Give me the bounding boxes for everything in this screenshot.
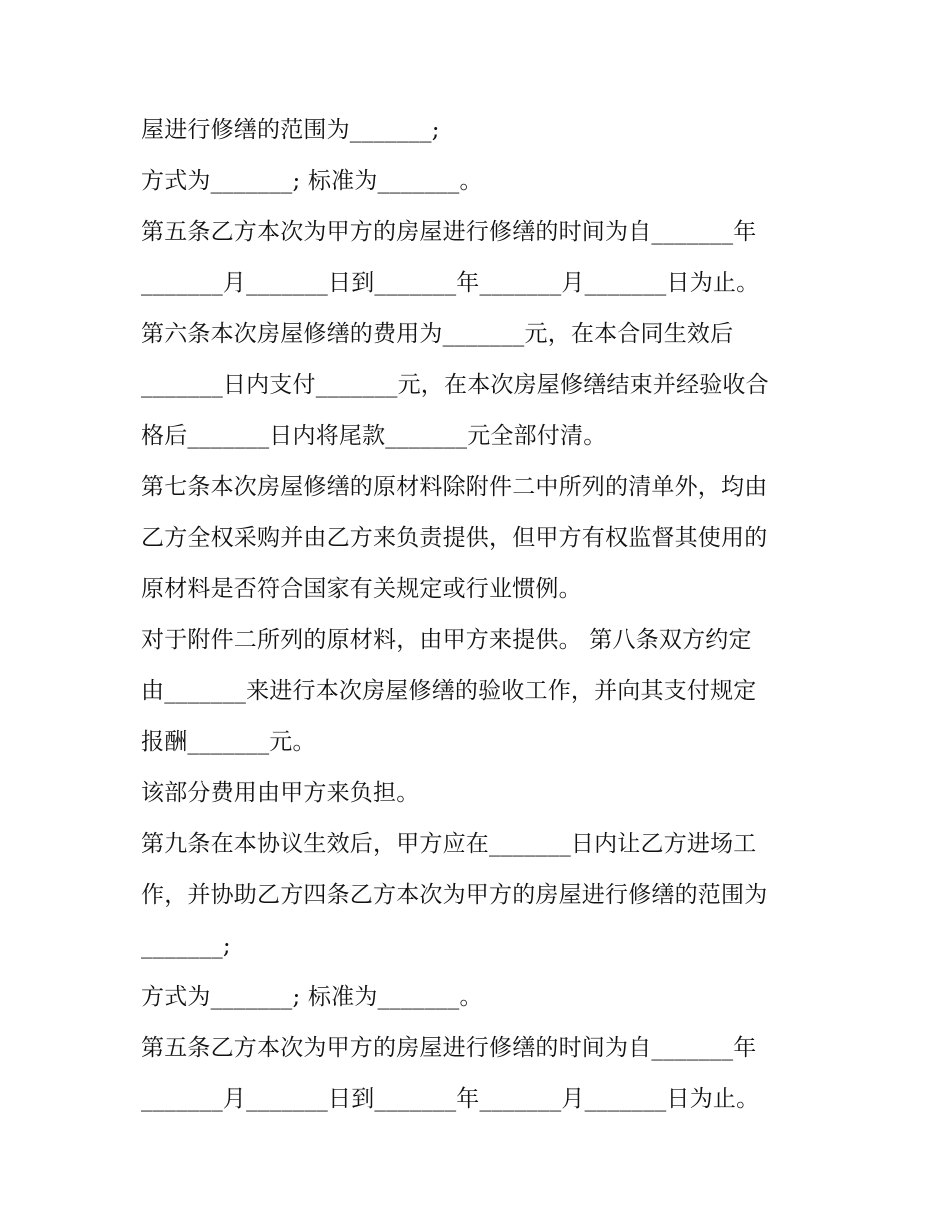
text-line: 屋进行修缮的范围为_______; xyxy=(141,117,440,143)
text-line: 由_______来进行本次房屋修缮的验收工作，并向其支付规定 xyxy=(141,678,757,704)
text-line: 方式为_______; 标准为_______。 xyxy=(141,168,483,194)
text-line: 作，并协助乙方四条乙方本次为甲方的房屋进行修缮的范围为 xyxy=(141,882,768,908)
text-line: _______日内支付_______元，在本次房屋修缮结束并经验收合 xyxy=(141,372,769,398)
text-line: 报酬_______元。 xyxy=(141,729,316,755)
text-line: 方式为_______; 标准为_______。 xyxy=(141,984,483,1010)
text-line: 对于附件二所列的原材料，由甲方来提供。 第八条双方约定 xyxy=(141,627,752,653)
text-line: _______月_______日到_______年_______月_______日为止。 xyxy=(141,270,760,296)
text-line: _______; xyxy=(141,933,231,959)
text-line: 第五条乙方本次为甲方的房屋进行修缮的时间为自_______年 xyxy=(141,219,757,245)
text-line: 第六条本次房屋修缮的费用为_______元，在本合同生效后 xyxy=(141,321,734,347)
text-line: 格后_______日内将尾款_______元全部付清。 xyxy=(141,423,607,449)
text-line: 第五条乙方本次为甲方的房屋进行修缮的时间为自_______年 xyxy=(141,1035,757,1061)
text-line: 该部分费用由甲方来负担。 xyxy=(141,780,420,806)
text-line: _______月_______日到_______年_______月_______日为止。 xyxy=(141,1086,760,1112)
text-line: 原材料是否符合国家有关规定或行业惯例。 xyxy=(141,576,582,602)
text-line: 第九条在本协议生效后，甲方应在_______日内让乙方进场工 xyxy=(141,831,757,857)
text-line: 第七条本次房屋修缮的原材料除附件二中所列的清单外，均由 xyxy=(141,474,768,500)
text-line: 乙方全权采购并由乙方来负责提供，但甲方有权监督其使用的 xyxy=(141,525,768,551)
